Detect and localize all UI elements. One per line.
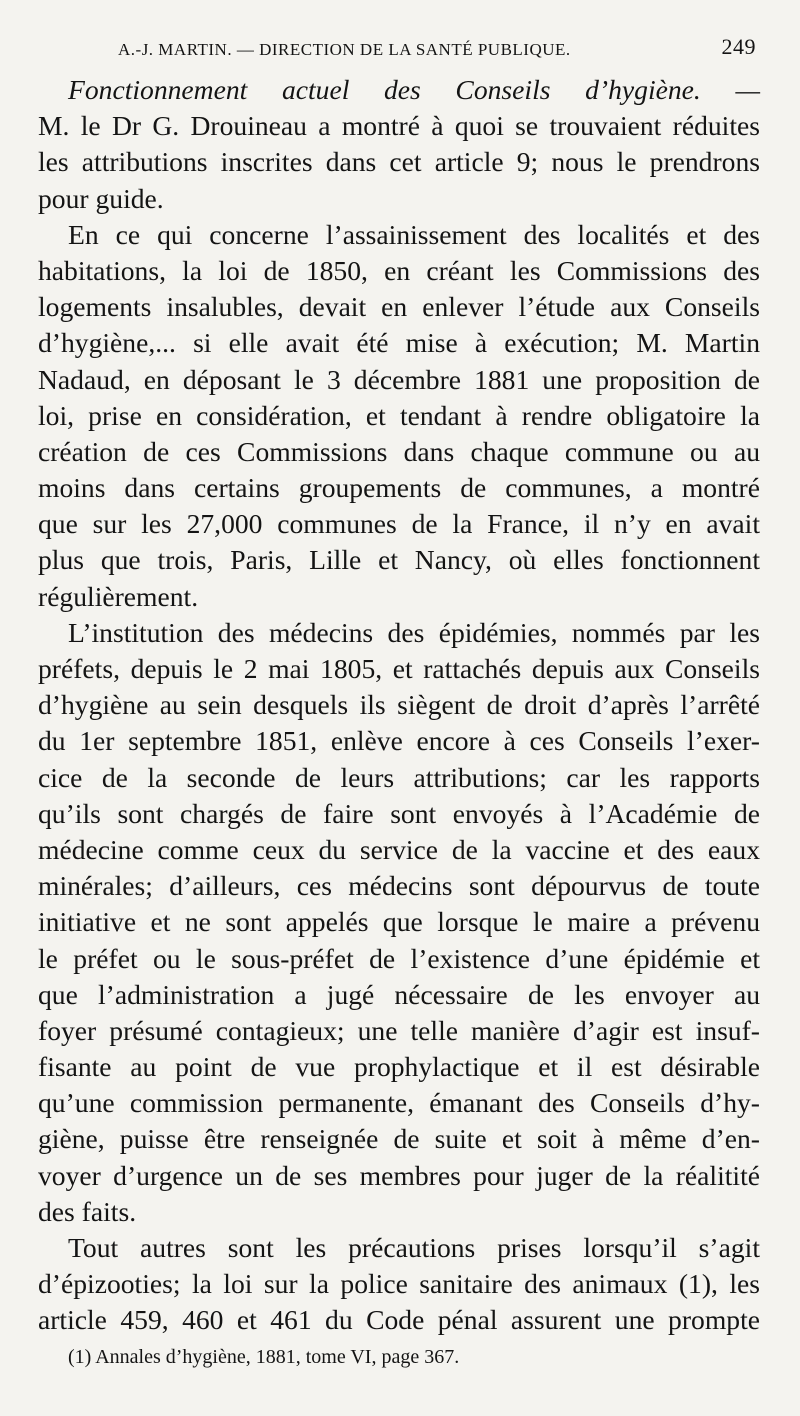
text-line: loi, prise en considération, et tendant à rendre obligatoire la	[38, 399, 760, 431]
text-line: logements insalubles, devait en enlever l’étude aux Conseils	[38, 291, 760, 323]
text-line: article 459, 460 et 461 du Code pénal assurent une prompte	[38, 1304, 760, 1336]
text-line: régulièrement.	[38, 580, 199, 612]
text-line: d’hygiène,... si elle avait été mise à exécution; M. Martin	[38, 327, 760, 359]
text-line: minérales; d’ailleurs, ces médecins sont dépourvus de toute	[38, 870, 760, 902]
text-line: giène, puisse être renseignée de suite et soit à même d’en-	[38, 1123, 760, 1155]
text-line: habitations, la loi de 1850, en créant les Commissions des	[38, 254, 760, 286]
text-line: création de ces Commissions dans chaque commune ou au	[38, 435, 760, 467]
text-line: cice de la seconde de leurs attributions; car les rapports	[38, 761, 760, 793]
text-line: qu’ils sont chargés de faire sont envoyés à l’Académie de	[38, 797, 760, 829]
text-line: moins dans certains groupements de communes, a montré	[38, 472, 760, 504]
text-line: qu’une commission permanente, émanant des Conseils d’hy-	[38, 1087, 760, 1119]
text-line: d’épizooties; la loi sur la police sanitaire des animaux (1), les	[38, 1268, 760, 1300]
text-line: En ce qui concerne l’assainissement des localités et des	[68, 218, 760, 250]
text-line: Nadaud, en déposant le 3 décembre 1881 une proposition de	[38, 363, 760, 395]
text-line: M. le Dr G. Drouineau a montré à quoi se trouvaient réduites	[38, 110, 760, 142]
text-line: préfets, depuis le 2 mai 1805, et rattachés depuis aux Conseils	[38, 653, 760, 684]
text-line: médecine comme ceux du service de la vaccine et des eaux	[38, 833, 760, 865]
text-line: que l’administration a jugé nécessaire de les envoyer au	[38, 978, 760, 1010]
text-line: foyer présumé contagieux; une telle manière d’agir est insuf-	[38, 1014, 760, 1046]
text-line: L’institution des médecins des épidémies, nommés par les	[68, 616, 760, 648]
text-line: des faits.	[38, 1195, 137, 1227]
text-line: voyer d’urgence un de ses membres pour juger de la réalitité	[38, 1159, 760, 1191]
text-line: que sur les 27,000 communes de la France, il n’y en avait	[38, 508, 760, 540]
running-title: A.-J. MARTIN. — DIRECTION DE LA SANTÉ PUBLIQUE.	[118, 40, 571, 59]
text-line: les attributions inscrites dans cet article 9; nous le prendrons	[38, 146, 760, 178]
body-text	[38, 72, 760, 1339]
text-line: Tout autres sont les précautions prises lorsqu’il s’agit	[68, 1232, 760, 1263]
text-line: plus que trois, Paris, Lille et Nancy, où elles fonctionnent	[38, 544, 760, 576]
footnote: (1) Annales d’hygiène, 1881, tome VI, page 367.	[68, 1346, 460, 1368]
text-line: pour guide.	[38, 182, 164, 214]
page-number: 249	[721, 34, 756, 59]
text-line: Fonctionnement actuel des Conseils d’hygiène. —	[68, 74, 760, 105]
running-header	[118, 34, 758, 64]
text-line: fisante au point de vue prophylactique et il est désirable	[38, 1051, 760, 1083]
text-line: initiative et ne sont appelés que lorsque le maire a prévenu	[38, 906, 760, 938]
text-line: du 1er septembre 1851, enlève encore à ces Conseils l’exer-	[38, 725, 760, 757]
text-line: d’hygiène au sein desquels ils siègent de droit d’après l’arrêté	[38, 689, 760, 721]
text-line: le préfet ou le sous-préfet de l’existence d’une épidémie et	[38, 942, 760, 974]
